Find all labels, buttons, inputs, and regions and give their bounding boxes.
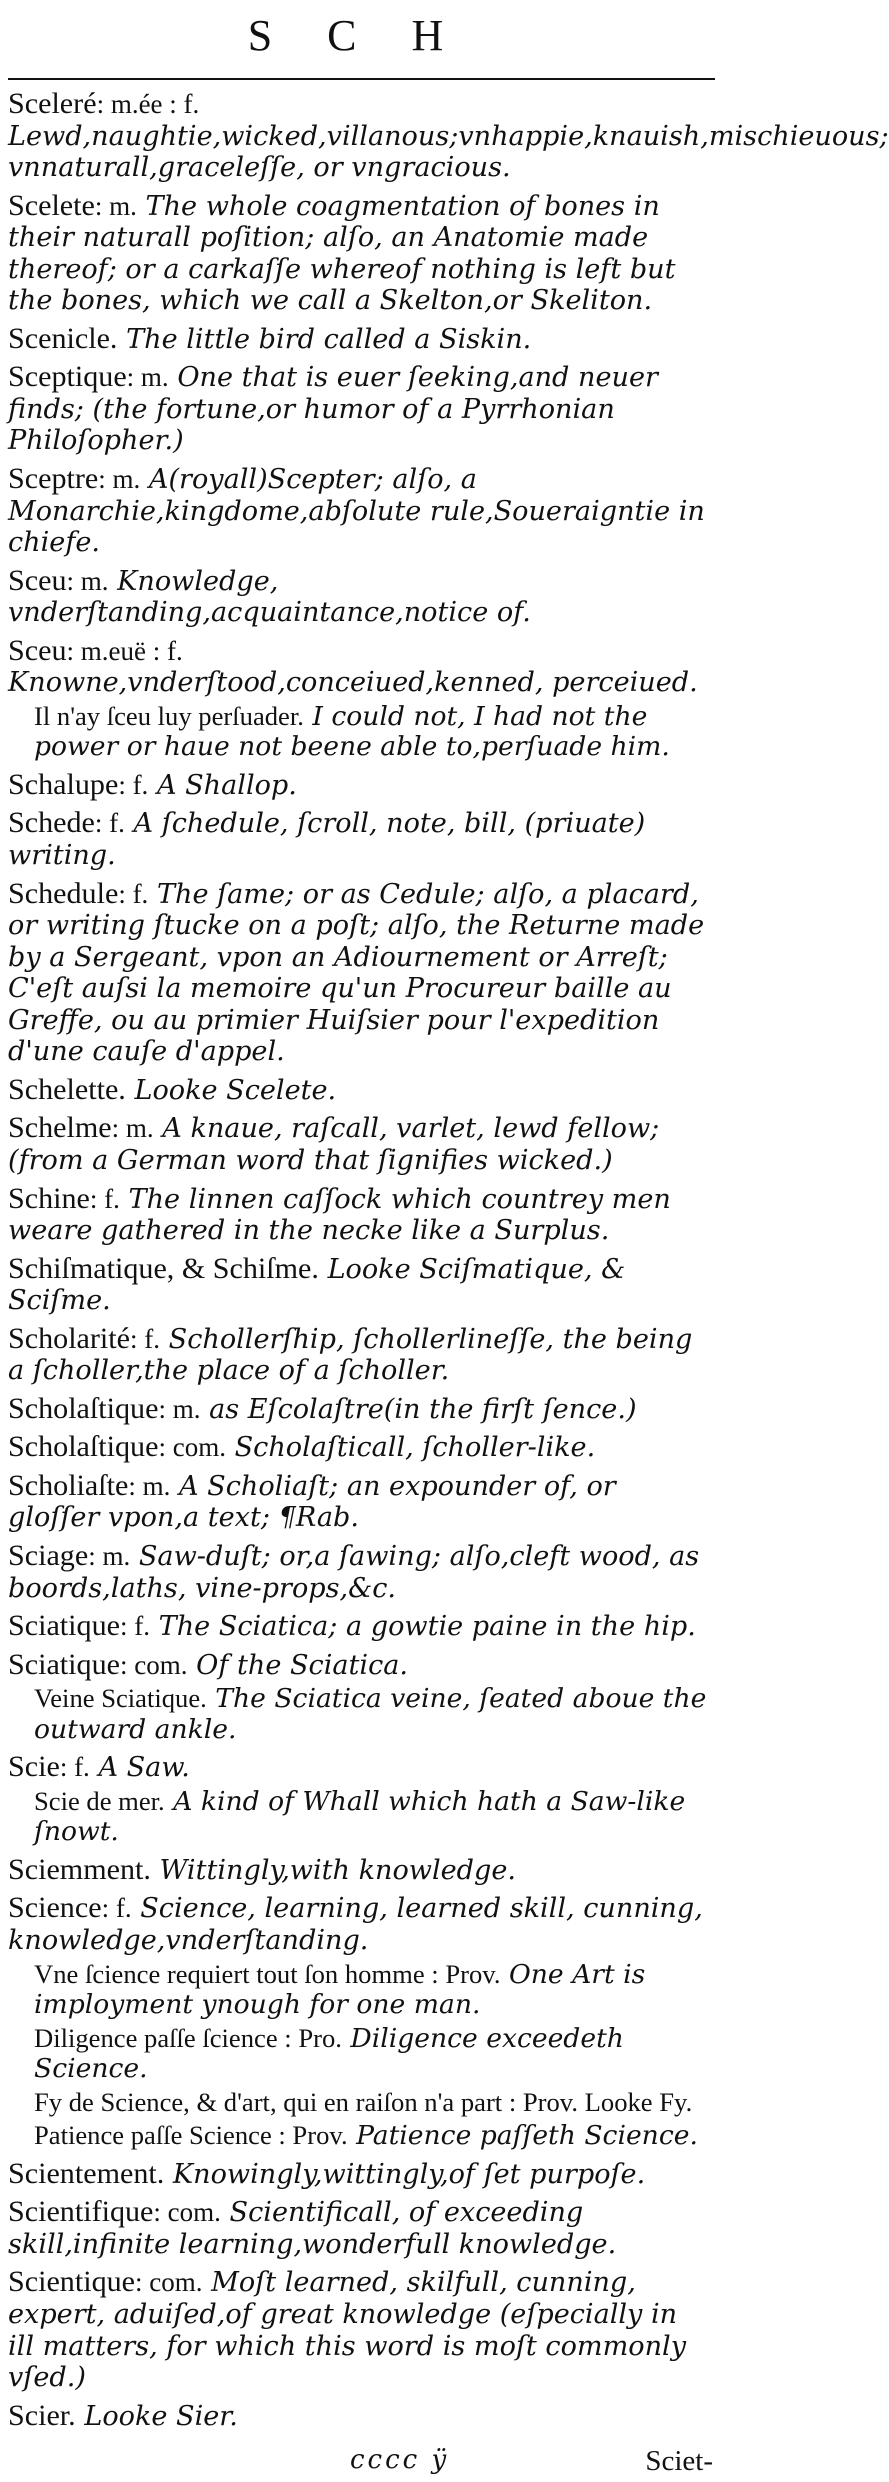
entry-scholarite [8,1320,711,1387]
definition: One that is euer ſeeking,and neuer finds; (the fortune,or humor of a Pyrrhonian Philoſopher.) [8,362,658,457]
definition: Of the Sciatica. [196,1649,409,1681]
headword: Sceleré [8,86,97,120]
grammar: : m. [111,1113,154,1144]
definition: Looke Sier. [84,2400,238,2432]
definition: Schollerſhip, ſchollerlineſſe, the being a ſcholler,the place of a ſcholler. [8,1323,693,1387]
headword: Scier. [8,2397,76,2432]
definition: as Eſcolaſtre(in the firſt ſence.) [209,1393,637,1425]
definition: A Shallop. [156,769,297,801]
grammar: : m. [88,1540,131,1571]
sub-translation: The Sciatica veine, ſeated aboue the outward ankle. [34,1683,707,1745]
signature-mark: cccc ÿ [350,2445,450,2475]
grammar: : m.ée : f. [96,89,200,119]
entry-scier [8,2397,711,2433]
grammar: : m. [94,190,137,221]
sub-phrase: Scie de mer. [34,1785,165,1816]
sub-entry [8,1959,711,2021]
definition: Knowingly,wittingly,of ſet purpoſe. [172,2158,646,2190]
grammar: : m. [98,464,141,495]
grammar: : f. [118,878,149,909]
headword: Sceu [8,632,67,667]
definition: Knowledge, vnderſtanding,acquaintance,notice of. [8,565,531,629]
headword: Sciemment. [8,1851,151,1886]
sub-translation: One Art is imployment ynough for one man. [34,1958,646,2021]
headword: Schedule [8,875,119,910]
sub-phrase: Fy de Science, & d'art, qui en raiſon n'a part : Prov. Looke Fy. [34,2086,693,2117]
entry-schelme [8,1112,711,1176]
definition: Scientificall, of exceeding skill,infinite learning,wonderfull knowledge. [8,2197,617,2260]
definition: A ſchedule, ſcroll, note, bill, (priuate) writing. [8,808,646,872]
headword: Sceu [8,562,67,597]
entry-scenicle [8,320,711,356]
definition: Science, learning, learned skill, cunning, knowledge,vnderſtanding. [8,1893,703,1956]
entry-scientique [8,2266,711,2393]
headword: Sciatique [8,1608,120,1643]
headword: Scholaſtique [8,1429,159,1464]
definition: A Scholiaſt; an expounder of, or gloſſer vpon,a text; ¶Rab. [8,1470,616,1534]
headword: Scholarité [8,1320,131,1355]
sub-phrase: Patience paſſe Science : Prov. [34,2120,348,2151]
headword: Sceptre [8,461,99,496]
grammar: : com. [158,1432,226,1463]
entry-sciatique-com [8,1646,711,1746]
entry-sceptique [8,361,711,457]
grammar: : f. [120,1611,150,1642]
page-header: S C H [247,11,466,60]
definition: Scholaſticall, ſcholler-like. [234,1432,596,1464]
sub-translation: Diligence exceedeth Science. [34,2022,624,2085]
headword: Scenicle. [8,320,118,355]
entry-sciatique-f [8,1610,711,1643]
grammar: : f. [118,769,149,800]
sub-phrase: Veine Sciatique. [34,1683,207,1714]
entry-schede [8,807,711,871]
headword: Schiſmatique, & Schiſme. [8,1250,319,1285]
definition: Looke Sciſmatique, & Sciſme. [8,1253,626,1317]
grammar: : f. [101,1893,132,1924]
sub-phrase: Il n'ay ſceu luy perſuader. [34,700,304,731]
grammar: : m. [66,565,109,596]
header-rule [8,78,715,80]
headword: Scientique [8,2264,136,2299]
headword: Scie [8,1749,60,1784]
entry-schismatique [8,1250,711,1317]
headword: Science [8,1890,102,1925]
definition: The Sciatica; a gowtie paine in the hip. [158,1611,696,1643]
entry-list [8,86,889,2438]
sub-entry [8,1786,711,1848]
headword: Sciage [8,1537,89,1572]
definition: A(royall)Scepter; alſo, a Monarchie,kingdome,abſolute rule,Soueraigntie in chiefe. [8,464,705,559]
sub-entry [8,1683,711,1745]
sub-translation: I could not, I had not the power or haue not beene able to,perſuade him. [34,700,670,763]
sub-translation: A kind of Whall which hath a Saw-like ſnowt. [34,1785,686,1848]
sub-entry [8,701,711,763]
entry-schalupe [8,766,711,802]
grammar: : f. [59,1752,90,1783]
headword: Schelme [8,1110,112,1145]
definition: Wittingly,with knowledge. [159,1854,517,1886]
headword: Schelette. [8,1071,126,1106]
headword: Schede [8,805,95,840]
entry-science [8,1892,711,2151]
entry-scelere [8,86,889,184]
definition: A Saw. [98,1752,190,1784]
sub-translation: Patience paſſeth Science. [356,2120,698,2152]
grammar: : m. [128,1470,171,1501]
definition: A knaue, raſcall, varlet, lewd fellow;(from a German word that ſignifies wicked.) [8,1113,660,1176]
sub-entry [8,2023,711,2085]
entry-sciemment [8,1851,711,1887]
entry-scholastique-com [8,1431,711,1464]
entry-schine [8,1180,711,1247]
grammar: : m. [126,362,169,393]
sub-entry [8,2087,711,2119]
definition: Moſt learned, skilfull, cunning, expert, aduiſed,of great knowledge (eſpecially in ill matters, for which this word is moſt commonly vſed.) [8,2267,687,2394]
entry-schelette [8,1071,711,1107]
grammar: : m. [158,1393,201,1424]
entry-scie [8,1751,711,1848]
headword: Sceptique [8,359,127,394]
catchword: Sciet- [645,2445,713,2477]
sub-phrase: Diligence paſſe ſcience : Pro. [34,2022,342,2053]
entry-sceptre [8,463,711,559]
grammar: : com. [153,2197,221,2228]
headword: Scientifique [8,2194,154,2229]
entry-scientifique [8,2196,711,2260]
entry-sceu-adj [8,632,711,763]
grammar: : f. [89,1183,120,1214]
definition: The little bird called a Siskin. [126,323,532,355]
grammar: : com. [135,2267,203,2298]
grammar: : m.euë : f. [66,635,183,666]
entry-schedule [8,875,711,1068]
headword: Sciatique [8,1646,120,1681]
sub-phrase: Vne ſcience requiert tout ſon homme : Prov. [34,1958,501,1989]
entry-scholastique-m [8,1390,711,1426]
entry-scelete [8,187,711,317]
headword: Scientement. [8,2155,165,2190]
definition: Knowne,vnderſtood,conceiued,kenned, perceiued. [8,667,698,699]
definition: The whole coagmentation of bones in their naturall poſition; alſo, an Anatomie made thereof; or a carkaſſe whereof nothing is left but the bones, which we call a Skelton,or Skeliton. [8,190,676,317]
entry-sciage [8,1537,711,1604]
grammar: : f. [130,1323,161,1354]
grammar: : f. [94,808,125,839]
headword: Scholiaſte [8,1467,129,1502]
definition: The ſame; or as Cedule; alſo, a placard, or writing ſtucke on a poſt; alſo, the Returne made by a Sergeant, vpon an Adiournement or Arreſt; C'eſt auſsi la memoire qu'un Procureur baille au Greffe, ou au primier Huiſsier pour l'expedition d'une cauſe d'appel. [8,878,705,1068]
entry-scientement [8,2155,711,2191]
entry-sceu-noun [8,562,711,629]
definition: Saw-duſt; or,a ſawing; alſo,cleft wood, as boords,laths, vine-props,&c. [8,1540,700,1604]
headword: Scholaſtique [8,1390,159,1425]
headword: Schalupe [8,766,119,801]
sub-entry [8,2120,711,2152]
entry-scholiaste [8,1467,711,1534]
headword: Schine [8,1180,90,1215]
headword: Scelete [8,187,95,222]
grammar: : com. [120,1649,188,1680]
definition: Lewd,naughtie,wicked,villanous;vnhappie,knauish,mischieuous; vnnaturall,graceleſſe, or vngracious. [8,120,889,184]
definition: Looke Scelete. [134,1074,337,1106]
page-footer [0,2445,725,2479]
definition: The linnen caſſock which countrey men weare gathered in the necke like a Surplus. [8,1183,671,1247]
